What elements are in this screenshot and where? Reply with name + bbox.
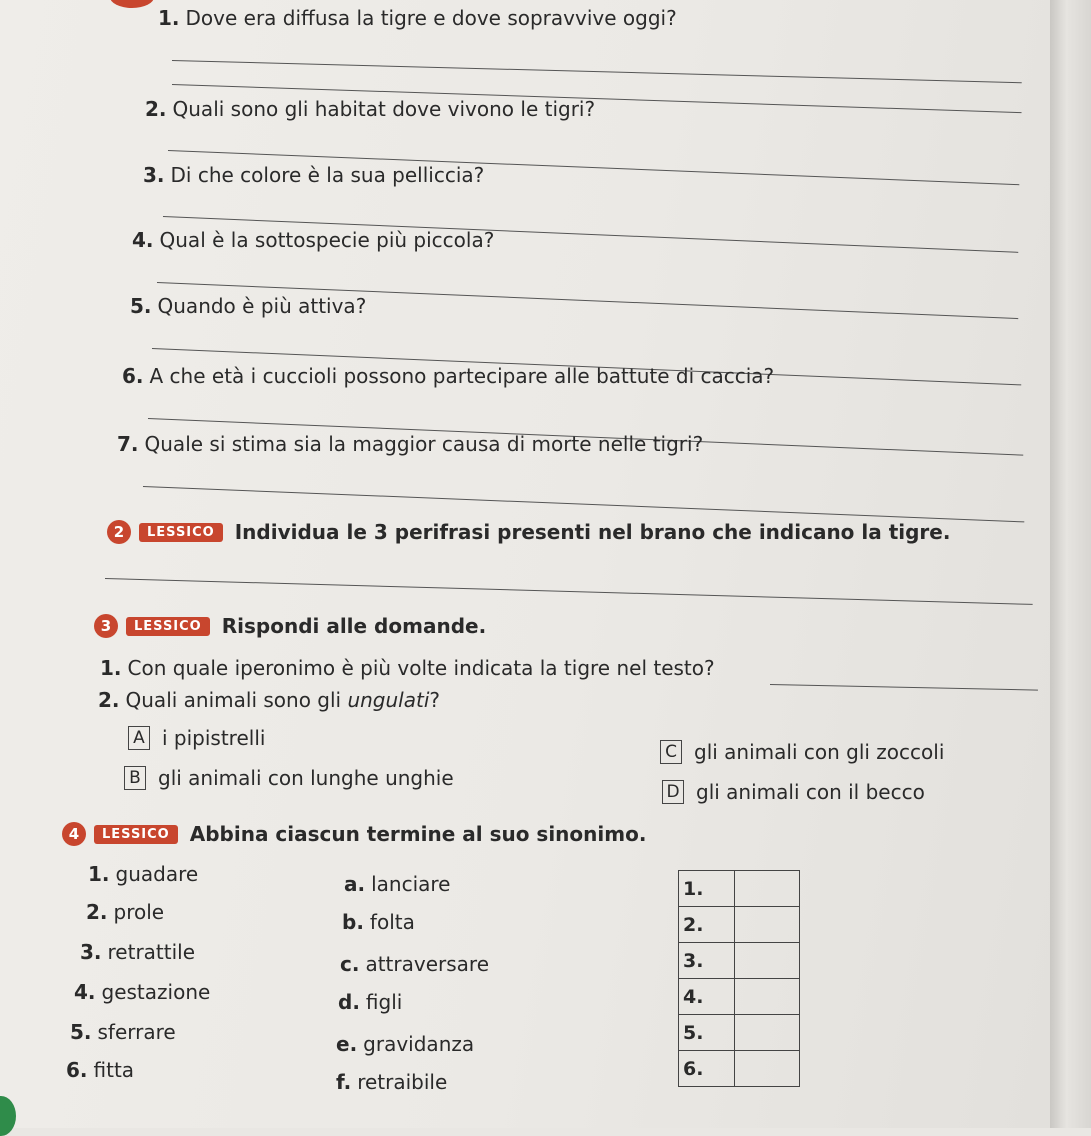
synonym-d: d. figli [338,990,403,1014]
term-3: 3. retrattile [80,940,196,964]
table-row: 2. [679,907,800,943]
exercise-number-badge: 2 [107,520,131,544]
option-letter-box[interactable]: B [124,766,146,790]
exercise-4-instruction: Abbina ciascun termine al suo sinonimo. [189,822,647,846]
term-5: 5. sferrare [70,1020,176,1044]
question-6: 6. A che età i cuccioli possono partecipare alle battute di caccia? [122,364,775,388]
question-7: 7. Quale si stima sia la maggior causa di morte nelle tigri? [117,432,704,456]
synonym-e: e. gravidanza [336,1032,475,1056]
answer-cell[interactable] [735,1015,800,1051]
answer-cell[interactable] [735,907,800,943]
term-1: 1. guadare [88,862,199,886]
table-row: 3. [679,943,800,979]
synonym-f: f. retraibile [336,1070,448,1094]
option-a[interactable]: A i pipistrelli [128,726,265,750]
exercise-number-badge: 4 [62,822,86,846]
question-2: 2. Quali sono gli habitat dove vivono le tigri? [145,97,596,121]
lessico-tag: LESSICO [139,523,223,542]
term-6: 6. fitta [66,1058,135,1082]
option-d[interactable]: D gli animali con il becco [662,780,925,804]
table-row: 4. [679,979,800,1015]
term-2: 2. prole [86,900,165,924]
exercise-marker-corner [110,0,154,8]
term-4: 4. gestazione [74,980,211,1004]
answer-cell[interactable] [735,1051,800,1087]
answer-cell[interactable] [735,979,800,1015]
exercise-4-header [62,822,646,846]
exercise-2-instruction: Individua le 3 perifrasi presenti nel brano che indicano la tigre. [234,520,951,544]
ex3-question-2: 2. Quali animali sono gli ungulati? [98,688,441,712]
answer-line-7[interactable] [143,486,1024,522]
lessico-tag: LESSICO [126,617,210,636]
exercise-2-header [107,520,950,544]
answer-cell[interactable] [735,871,800,907]
exercise-3-instruction: Rispondi alle domande. [221,614,487,638]
synonym-b: b. folta [342,910,415,934]
page-edge [1050,0,1091,1128]
answer-cell[interactable] [735,943,800,979]
lessico-tag: LESSICO [94,825,178,844]
question-1: 1. Dove era diffusa la tigre e dove sopravvive oggi? [158,6,677,30]
synonym-c: c. attraversare [340,952,489,976]
matching-answer-table [678,870,800,1087]
exercise-number-badge: 3 [94,614,118,638]
table-row: 6. [679,1051,800,1087]
exercise-marker-corner-bottom [0,1096,16,1136]
answer-line-ex3-q1[interactable] [770,684,1038,691]
option-letter-box[interactable]: A [128,726,150,750]
option-letter-box[interactable]: D [662,780,684,804]
exercise-3-header [94,614,486,638]
table-row: 5. [679,1015,800,1051]
option-b[interactable]: B gli animali con lunghe unghie [124,766,454,790]
option-c[interactable]: C gli animali con gli zoccoli [660,740,944,764]
ex3-question-1: 1. Con quale iperonimo è più volte indicata la tigre nel testo? [100,656,715,680]
table-row: 1. [679,871,800,907]
answer-line-ex2[interactable] [105,578,1033,605]
answer-line-1a[interactable] [172,60,1022,83]
option-letter-box[interactable]: C [660,740,682,764]
synonym-a: a. lanciare [344,872,451,896]
question-3: 3. Di che colore è la sua pelliccia? [143,163,485,187]
question-4: 4. Qual è la sottospecie più piccola? [132,228,495,252]
question-5: 5. Quando è più attiva? [130,294,367,318]
